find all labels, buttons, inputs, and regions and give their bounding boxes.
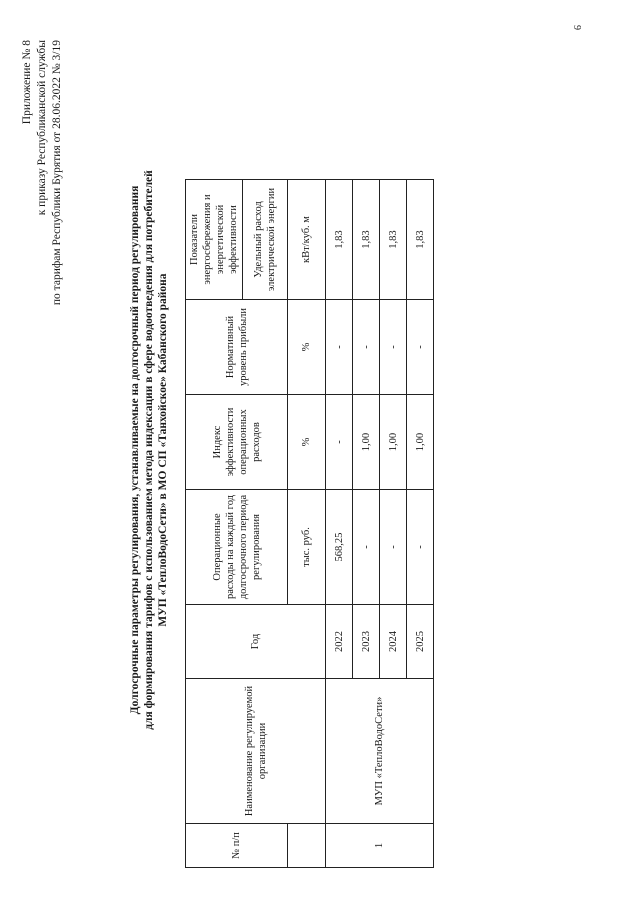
header-org: Наименование регулируемой организации: [186, 679, 326, 824]
cell-profit: -: [380, 300, 407, 395]
cell-energy: 1,83: [380, 180, 407, 300]
cell-opex: 568,25: [326, 490, 353, 605]
unit-num-cell: [288, 824, 326, 868]
org-num: 1: [326, 824, 434, 868]
header-energy: Удельный расход электрической энергии: [243, 180, 288, 300]
title-line-2: для формирования тарифов с использованием метода индексации в сфере водоотведения для потребителей: [143, 170, 155, 730]
cell-opex: -: [353, 490, 380, 605]
document-title: [128, 170, 170, 730]
cell-year: 2025: [407, 605, 434, 679]
cell-opex: -: [407, 490, 434, 605]
approval-block: [20, 40, 65, 460]
cell-energy: 1,83: [407, 180, 434, 300]
cell-energy: 1,83: [326, 180, 353, 300]
cell-eff: 1,00: [407, 395, 434, 490]
unit-profit: %: [288, 300, 326, 395]
table-row: [326, 180, 353, 868]
header-year: Год: [186, 605, 326, 679]
approval-line-3: по тарифам Республики Бурятия от 28.06.2022 № 3/19: [51, 40, 63, 306]
rotated-page: [0, 20, 640, 880]
cell-profit: -: [407, 300, 434, 395]
cell-year: 2024: [380, 605, 407, 679]
approval-line-1: Приложение № 8: [21, 40, 33, 125]
parameters-table: [185, 179, 434, 868]
cell-eff: 1,00: [380, 395, 407, 490]
page-number: 9: [571, 25, 582, 30]
cell-year: 2023: [353, 605, 380, 679]
header-opex: Операционные расходы на каждый год долгосрочного периода регулирования: [186, 490, 288, 605]
unit-opex: тыс. руб.: [288, 490, 326, 605]
header-energy-group: Показатели энергосбережения и энергетической эффективности: [186, 180, 243, 300]
title-line-1: Долгосрочные параметры регулирования, устанавливаемые на долгосрочный период регулирования: [129, 185, 141, 715]
org-name: МУП «ТеплоВодоСети»: [326, 679, 434, 824]
cell-year: 2022: [326, 605, 353, 679]
unit-energy: кВт/куб. м: [288, 180, 326, 300]
header-profit: Нормативный уровень прибыли: [186, 300, 288, 395]
header-eff: Индекс эффективности операционных расходов: [186, 395, 288, 490]
title-line-3: МУП «ТеплоВодоСети» в МО СП «Танхойское» Кабанского района: [157, 273, 169, 627]
approval-line-2: к приказу Республиканской службы: [36, 40, 48, 216]
cell-eff: -: [326, 395, 353, 490]
cell-opex: -: [380, 490, 407, 605]
cell-energy: 1,83: [353, 180, 380, 300]
cell-profit: -: [353, 300, 380, 395]
unit-eff: %: [288, 395, 326, 490]
cell-eff: 1,00: [353, 395, 380, 490]
cell-profit: -: [326, 300, 353, 395]
header-num: № п/п: [186, 824, 288, 868]
